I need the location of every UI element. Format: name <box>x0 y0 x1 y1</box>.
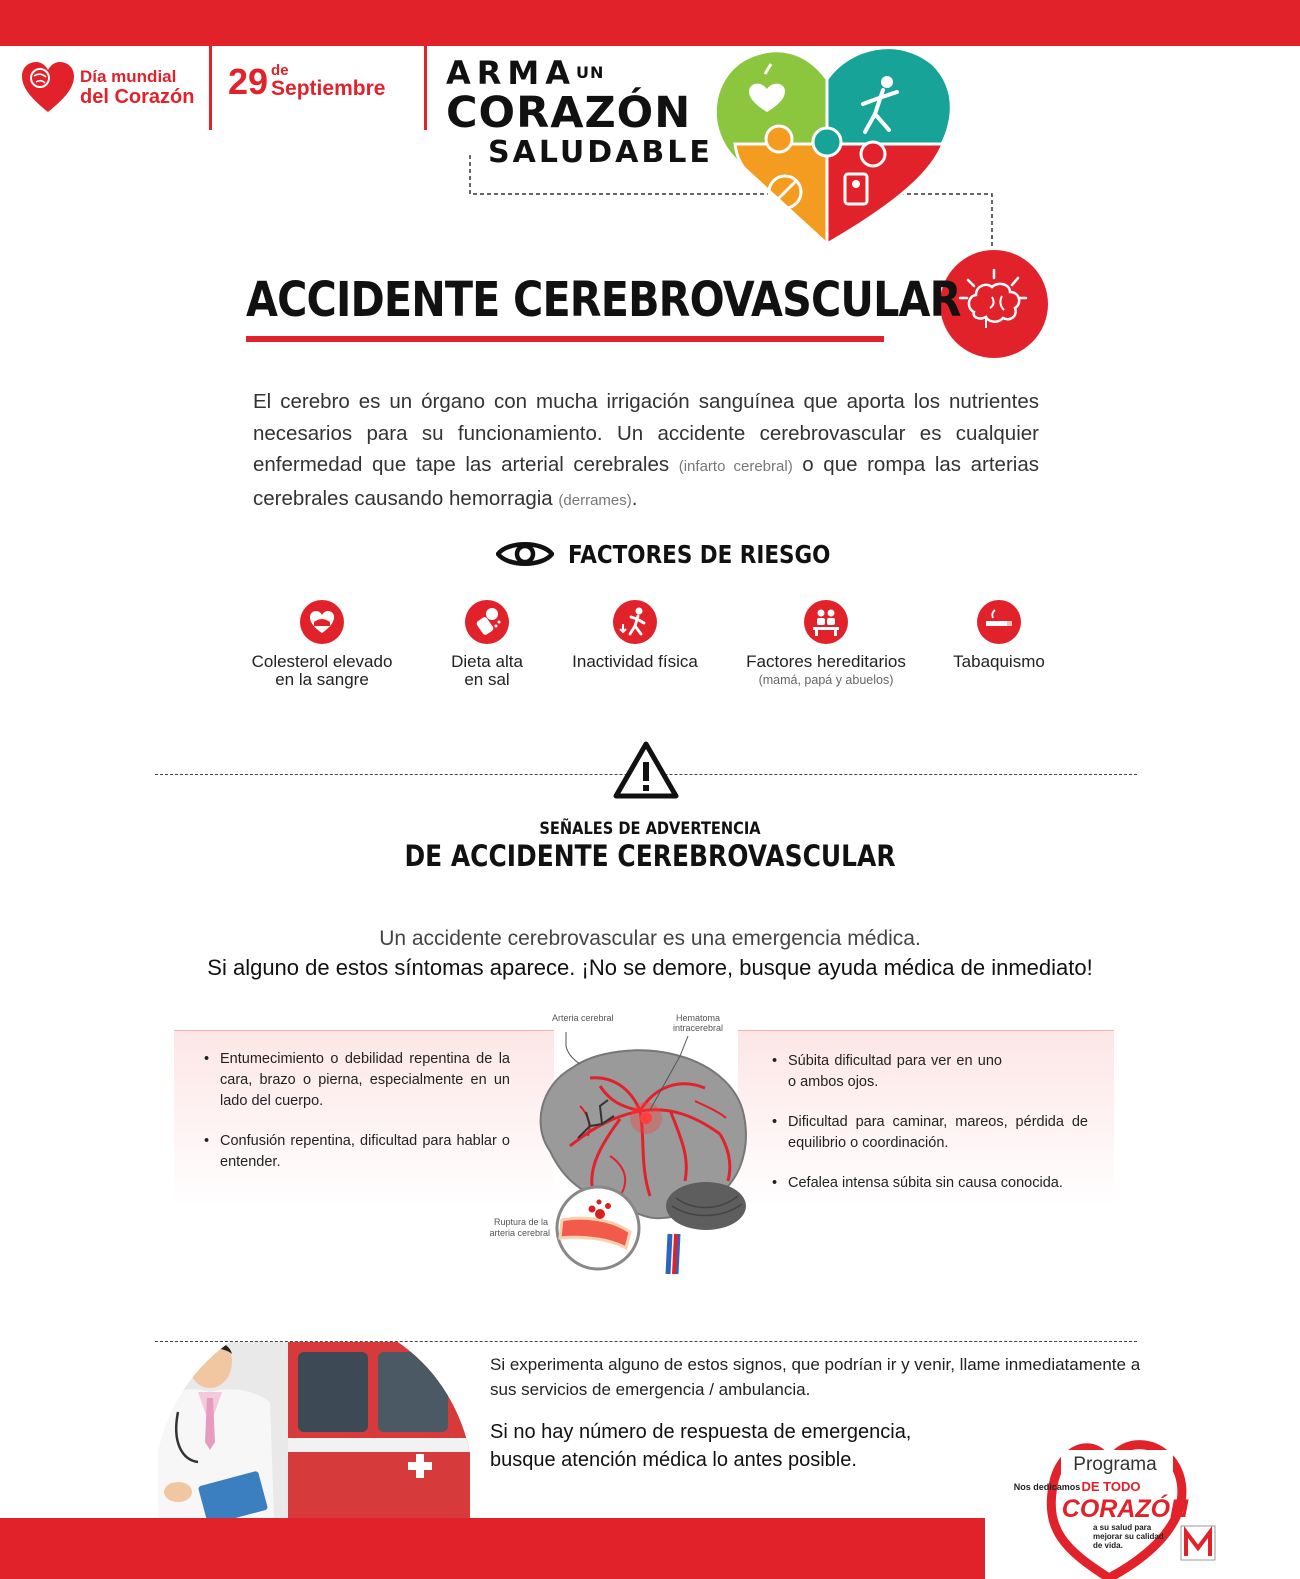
intro-paragraph <box>253 386 1039 516</box>
program-name: CORAZÓN <box>1061 1495 1189 1523</box>
label-hematoma-2: intracerebral <box>672 1023 724 1033</box>
date-month: Septiembre <box>271 77 386 100</box>
salt-shaker-icon <box>465 600 509 644</box>
symptom-item: • Entumecimiento o debilidad repentina de la cara, brazo o pierna, especialmente en un lado del cuerpo. <box>204 1049 510 1112</box>
brand-line-2: del Corazón <box>80 86 195 108</box>
title-underline <box>246 336 884 342</box>
risk-label-2: (mamá, papá y abuelos) <box>758 673 894 687</box>
emergency-notice <box>0 925 1300 983</box>
date-de: de <box>271 62 289 79</box>
brain-diagram <box>480 1006 780 1278</box>
heart-globe-icon <box>20 60 76 114</box>
campaign-un: UN <box>576 63 605 82</box>
risk-label-2: en sal <box>464 670 510 689</box>
emergency-line-1: Un accidente cerebrovascular es una emergencia médica. <box>379 927 921 950</box>
risk-label-1: Tabaquismo <box>953 652 1045 671</box>
top-red-bar <box>0 0 1300 46</box>
symptom-item: • Súbita dificultad para ver en uno o ambos ojos. <box>772 1051 1002 1093</box>
help-instructions: Si experimenta alguno de estos signos, que podrían ir y venir, llame inmediatamente a sus servicios de emergencia / ambulancia. <box>490 1355 1141 1399</box>
help-instructions-bold <box>490 1418 1090 1474</box>
label-arteria-cerebral: Arteria cerebral <box>552 1013 614 1023</box>
risk-factor-item <box>940 600 1058 671</box>
risk-label-1: Factores hereditarios <box>746 652 906 671</box>
help-line-1: Si no hay número de respuesta de emergencia, <box>490 1421 912 1443</box>
warning-heading-line-2: DE ACCIDENTE CEREBROVASCULAR <box>404 839 896 873</box>
world-heart-day-logo <box>20 60 194 114</box>
label-rupture-2: arteria cerebral <box>489 1228 550 1238</box>
heart-cholesterol-icon <box>300 600 344 644</box>
bottom-red-bar <box>0 1518 985 1579</box>
warning-heading-line-1: SEÑALES DE ADVERTENCIA <box>539 819 761 839</box>
risk-label-2: en la sangre <box>275 670 369 689</box>
intro-note-1: (infarto cerebral) <box>678 458 793 475</box>
program-slogan-3: de vida. <box>1093 1541 1123 1550</box>
risk-label-1: Dieta alta <box>451 652 523 671</box>
cigarette-icon <box>977 600 1021 644</box>
campaign-line-2: CORAZÓN <box>446 88 692 138</box>
program-tagline-2: DE TODO <box>1081 1479 1141 1494</box>
doctor-ambulance-photo <box>158 1342 470 1518</box>
campaign-line-1: ARMA <box>446 54 577 92</box>
intro-note-2: (derrames) <box>558 491 632 509</box>
intro-text-3: . <box>631 486 638 510</box>
warning-signs-heading <box>0 818 1300 872</box>
program-tagline-1: Nos dedicamos <box>1013 1482 1081 1492</box>
heart-puzzle-logo <box>705 34 960 246</box>
intro-text-2: o que rompa las arterias cerebrales causando hemorragia <box>253 453 1039 510</box>
help-line-2: busque atención médica lo antes posible. <box>490 1449 857 1471</box>
programa-de-todo-corazon-logo <box>1005 1430 1220 1579</box>
page-title: ACCIDENTE CEREBROVASCULAR <box>246 272 961 328</box>
label-rupture-1: Ruptura de la <box>493 1217 548 1227</box>
risk-factors-heading <box>496 538 873 570</box>
risk-label-1: Colesterol elevado <box>251 652 393 671</box>
intro-text-1: El cerebro es un órgano con mucha irrigación sanguínea que aporta los nutrientes necesarios para su funcionamiento. Un accidente cerebrovascular es cualquier enfermedad que tape las arterial cerebrales <box>253 390 1039 476</box>
eye-icon <box>496 538 554 570</box>
date-day: 29 <box>228 61 269 102</box>
risk-label-1: Inactividad física <box>572 652 698 671</box>
risk-heading-text: FACTORES DE RIESGO <box>568 539 831 569</box>
risk-factor-item <box>242 600 402 689</box>
symptoms-panel-right <box>738 1030 1114 1246</box>
inactivity-icon <box>613 600 657 644</box>
program-slogan-2: mejorar su calidad <box>1093 1532 1164 1541</box>
program-title: Programa <box>1073 1454 1157 1475</box>
program-slogan-1: a su salud para <box>1093 1523 1152 1532</box>
campaign-title <box>446 56 713 170</box>
header-divider <box>209 46 212 130</box>
family-icon <box>804 600 848 644</box>
symptom-item: • Cefalea intensa súbita sin causa conocida. <box>772 1173 1088 1194</box>
risk-factor-item <box>432 600 542 689</box>
risk-factor-item <box>736 600 916 689</box>
label-hematoma-1: Hematoma <box>675 1013 721 1023</box>
risk-factor-item <box>560 600 710 671</box>
symptom-item: • Confusión repentina, dificultad para hablar o entender. <box>204 1131 510 1173</box>
symptom-item: • Dificultad para caminar, mareos, pérdida de equilibrio o coordinación. <box>772 1112 1088 1154</box>
header-divider <box>424 46 427 130</box>
warning-triangle-icon <box>612 740 680 800</box>
event-date <box>228 62 385 102</box>
campaign-line-3: SALUDABLE <box>488 135 713 170</box>
brand-line-1: Día mundial <box>80 67 177 86</box>
emergency-line-2: Si alguno de estos síntomas aparece. ¡No se demore, busque ayuda médica de inmediato! <box>207 955 1093 980</box>
